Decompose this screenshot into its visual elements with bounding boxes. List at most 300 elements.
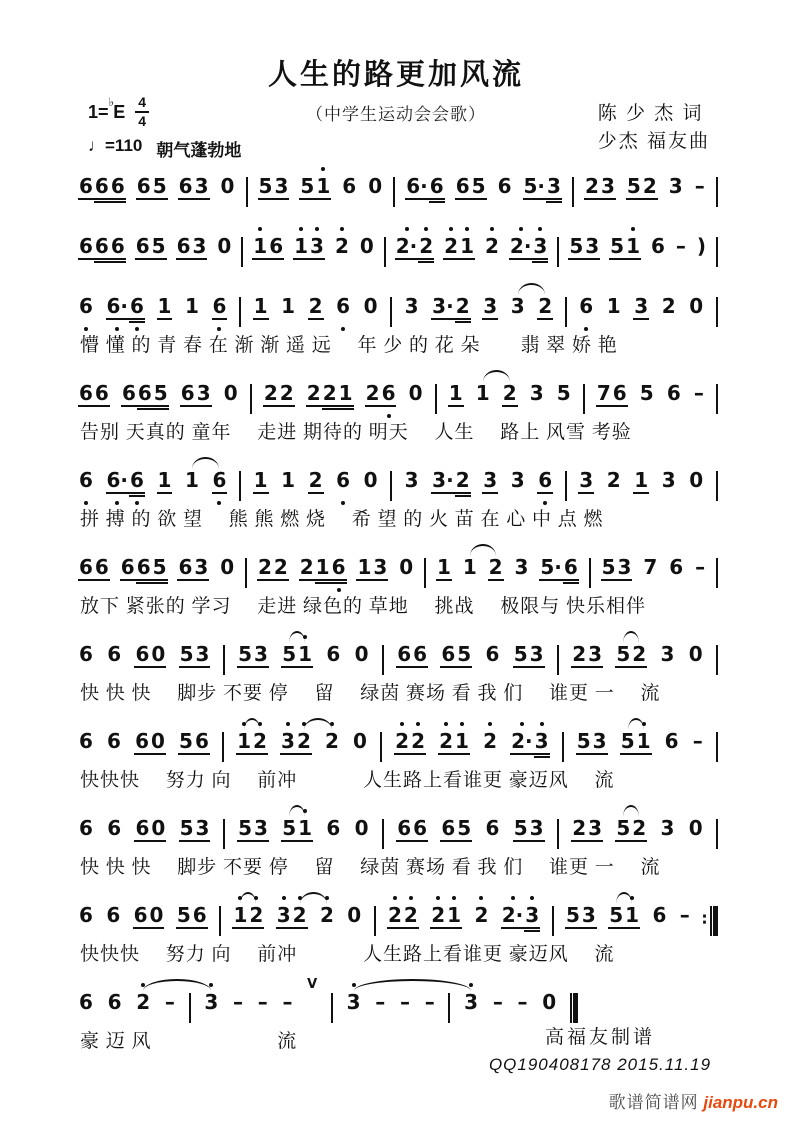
beam-group bbox=[537, 295, 553, 323]
note: 6 bbox=[110, 175, 126, 203]
beam-group bbox=[396, 817, 428, 845]
beam-group bbox=[325, 643, 341, 671]
beam-group bbox=[363, 295, 379, 323]
beam-group bbox=[513, 817, 545, 845]
slur-arc bbox=[304, 718, 332, 730]
note: 2 bbox=[661, 294, 676, 318]
beam-group bbox=[482, 469, 498, 497]
note: 0 bbox=[368, 174, 383, 198]
beam-group bbox=[121, 382, 169, 410]
beam-group bbox=[565, 904, 597, 932]
beam-group bbox=[552, 904, 554, 936]
dash: – bbox=[695, 555, 706, 579]
note: 5 bbox=[457, 816, 472, 840]
beam-group bbox=[380, 730, 382, 762]
slur-arc bbox=[300, 892, 327, 904]
note: 5 bbox=[282, 642, 297, 666]
beam-group bbox=[431, 469, 470, 497]
beam-group bbox=[692, 730, 704, 758]
beam-group bbox=[502, 382, 518, 410]
beam-group bbox=[178, 730, 210, 758]
note: 2 bbox=[252, 730, 268, 758]
beam-group bbox=[78, 382, 110, 410]
note: 5 bbox=[179, 816, 194, 840]
note: 6· bbox=[106, 469, 130, 497]
note: 1 bbox=[281, 294, 296, 318]
note: 0 bbox=[150, 729, 165, 753]
close-paren: ) bbox=[696, 234, 706, 258]
note: 3 bbox=[404, 294, 419, 318]
barline bbox=[239, 471, 241, 501]
beam-group bbox=[482, 295, 498, 323]
note: 3· bbox=[432, 294, 454, 318]
note: 6 bbox=[455, 174, 470, 198]
note: 6 bbox=[79, 816, 93, 840]
beam-group bbox=[438, 730, 470, 758]
beam-group bbox=[492, 991, 504, 1019]
dash: – bbox=[693, 381, 704, 405]
beam-group bbox=[78, 295, 94, 323]
music-line bbox=[78, 282, 718, 327]
beam-group bbox=[276, 904, 308, 932]
beam-group bbox=[78, 175, 126, 203]
slur-arc bbox=[143, 979, 211, 991]
note: 2 bbox=[632, 816, 647, 840]
barline bbox=[384, 237, 386, 267]
note: 1 bbox=[293, 235, 309, 263]
note: 6 bbox=[397, 642, 412, 666]
note: 6 bbox=[135, 234, 150, 258]
note: 2· bbox=[395, 235, 419, 263]
beam-group bbox=[325, 817, 341, 845]
watermark bbox=[609, 1088, 778, 1113]
barline bbox=[583, 384, 585, 414]
beam-group bbox=[404, 469, 420, 497]
beam-group bbox=[578, 295, 594, 323]
beam-group bbox=[189, 991, 191, 1023]
beam-group bbox=[615, 817, 647, 845]
note: 3 bbox=[274, 174, 289, 198]
beam-group bbox=[642, 556, 658, 584]
note: 2 bbox=[606, 468, 621, 492]
beam-group bbox=[633, 295, 649, 323]
note: 6 bbox=[137, 382, 153, 410]
beam-group bbox=[394, 730, 426, 758]
beam-group bbox=[510, 730, 549, 758]
beam-group bbox=[448, 991, 450, 1023]
note: 3 bbox=[660, 642, 675, 666]
note: 2 bbox=[403, 904, 419, 932]
note: 0 bbox=[347, 903, 362, 927]
note: 1 bbox=[281, 468, 296, 492]
beam-group bbox=[513, 643, 545, 671]
note: 5 bbox=[153, 382, 169, 410]
beam-group bbox=[245, 556, 247, 588]
note: 6 bbox=[212, 469, 228, 497]
beam-group bbox=[696, 235, 707, 263]
note: 6 bbox=[135, 642, 150, 666]
beam-group bbox=[405, 175, 444, 203]
lyrics-line: 告别 天真的 童年 走进 期待的 明天 人生 路上 风雪 考验 bbox=[80, 422, 632, 443]
beam-group bbox=[246, 175, 248, 207]
beam-group bbox=[482, 730, 498, 758]
beam-group bbox=[293, 235, 325, 263]
note: 6 bbox=[79, 555, 93, 579]
note: 6 bbox=[650, 234, 665, 258]
note: 1 bbox=[462, 555, 477, 579]
note: 1 bbox=[297, 817, 313, 845]
beam-group bbox=[606, 295, 622, 323]
beam-group bbox=[223, 643, 225, 675]
note: 0 bbox=[688, 816, 703, 840]
slur-arc bbox=[623, 805, 639, 817]
beam-group bbox=[716, 817, 718, 849]
note: 5 bbox=[513, 816, 528, 840]
beam-group bbox=[133, 904, 165, 932]
note: 3 bbox=[524, 904, 540, 932]
barline bbox=[716, 297, 718, 327]
note: 1 bbox=[636, 730, 652, 758]
dash: – bbox=[692, 729, 703, 753]
barline bbox=[716, 471, 718, 501]
beam-group bbox=[78, 469, 94, 497]
music-line bbox=[78, 162, 718, 207]
note: 6 bbox=[429, 175, 445, 203]
note: 6 bbox=[107, 729, 121, 753]
note: 3 bbox=[195, 642, 210, 666]
beam-group bbox=[448, 382, 464, 410]
note: 6 bbox=[136, 174, 151, 198]
barline bbox=[552, 906, 554, 936]
beam-group bbox=[393, 175, 395, 207]
note: 0 bbox=[151, 816, 166, 840]
beam-group bbox=[78, 235, 126, 263]
note: 6 bbox=[94, 235, 110, 263]
note: 6 bbox=[669, 555, 684, 579]
lyrics-line: 放下 紧张的 学习 走进 绿色的 草地 挑战 极限与 快乐相伴 bbox=[80, 596, 647, 617]
beam-group bbox=[572, 175, 574, 207]
beam-group bbox=[346, 904, 362, 932]
beam-group bbox=[134, 643, 166, 671]
music-line bbox=[78, 456, 718, 501]
beam-group bbox=[178, 175, 210, 203]
beam-group bbox=[382, 817, 384, 849]
lyrics-line: 拼 搏 的 欲 望 熊 熊 燃 烧 希 望 的 火 苗 在 心 中 点 燃 bbox=[80, 509, 604, 530]
note: 6 bbox=[78, 295, 94, 323]
lyrics-line: 豪 迈 风 流 bbox=[80, 1031, 298, 1052]
note: 2 bbox=[308, 294, 323, 318]
beam-group bbox=[485, 643, 501, 671]
beam-group bbox=[462, 556, 478, 584]
beam-group bbox=[324, 730, 340, 758]
beam-group bbox=[106, 469, 145, 497]
note: 6 bbox=[129, 469, 145, 497]
beam-group bbox=[675, 235, 687, 263]
note: 2 bbox=[443, 235, 459, 263]
beam-group bbox=[239, 295, 241, 327]
note: 1 bbox=[475, 381, 490, 405]
note: 1 bbox=[454, 730, 470, 758]
note: 6 bbox=[397, 816, 412, 840]
note: 3 bbox=[579, 468, 594, 492]
note: 3 bbox=[276, 904, 292, 932]
note: 2 bbox=[394, 730, 410, 758]
note: 5 bbox=[151, 234, 166, 258]
beam-group bbox=[258, 175, 290, 203]
note: 6 bbox=[563, 556, 579, 584]
barline bbox=[390, 297, 392, 327]
beam-group bbox=[424, 991, 436, 1019]
beam-group bbox=[702, 904, 718, 936]
barline bbox=[716, 732, 718, 762]
note: 1 bbox=[252, 235, 268, 263]
note: 2 bbox=[418, 235, 434, 263]
beam-group bbox=[399, 991, 411, 1019]
note: 6 bbox=[121, 381, 136, 405]
beam-group bbox=[78, 643, 94, 671]
note: 0 bbox=[363, 468, 378, 492]
dash: – bbox=[679, 903, 690, 927]
beam-group bbox=[390, 295, 392, 327]
beam-group bbox=[281, 817, 313, 845]
note: 2 bbox=[585, 174, 599, 198]
beam-group bbox=[716, 295, 718, 327]
note: 2 bbox=[410, 730, 426, 758]
note: 6 bbox=[413, 642, 428, 666]
note: 5 bbox=[238, 642, 253, 666]
note: 3 bbox=[194, 555, 209, 579]
beam-group bbox=[668, 175, 684, 203]
note: 0 bbox=[689, 294, 704, 318]
beam-group bbox=[135, 235, 167, 263]
beam-group bbox=[157, 469, 173, 497]
beam-group bbox=[78, 556, 110, 584]
note: 3 bbox=[195, 816, 210, 840]
beam-group bbox=[606, 469, 622, 497]
note: 6 bbox=[612, 381, 627, 405]
note: 2 bbox=[642, 174, 657, 198]
note: 5 bbox=[258, 174, 273, 198]
beam-group bbox=[237, 643, 269, 671]
beam-group bbox=[557, 817, 559, 849]
note: 2 bbox=[299, 555, 314, 579]
beam-group bbox=[716, 382, 718, 414]
expression-marking: 朝气蓬勃地 bbox=[156, 141, 242, 160]
note: 3 bbox=[617, 555, 632, 579]
note: 5 bbox=[513, 642, 528, 666]
beam-group bbox=[651, 904, 667, 932]
beam-group bbox=[609, 235, 641, 263]
beam-group bbox=[384, 235, 386, 267]
note: 3 bbox=[546, 175, 562, 203]
slur-arc bbox=[244, 718, 260, 730]
note: 3 bbox=[660, 816, 675, 840]
note: 2 bbox=[455, 295, 471, 323]
note: 3 bbox=[373, 555, 388, 579]
note: 2 bbox=[632, 642, 647, 666]
beam-group bbox=[664, 730, 680, 758]
barline bbox=[331, 993, 333, 1023]
beam-group bbox=[565, 469, 567, 501]
beam-group bbox=[354, 643, 370, 671]
beam-group bbox=[565, 295, 567, 327]
song-title: 人生的路更加风流 bbox=[267, 59, 524, 91]
watermark-site: 歌谱简谱网 bbox=[608, 1093, 699, 1112]
slur-arc bbox=[623, 631, 639, 643]
note: 6 bbox=[106, 903, 121, 927]
note: 5 bbox=[152, 556, 168, 584]
note: 2 bbox=[135, 991, 151, 1019]
note: 1 bbox=[315, 556, 331, 584]
note: 3 bbox=[194, 174, 209, 198]
note: 0 bbox=[354, 642, 369, 666]
dash: – bbox=[375, 990, 386, 1014]
beam-group bbox=[176, 904, 208, 932]
note: 2 bbox=[473, 904, 489, 932]
note: 3 bbox=[483, 468, 498, 492]
note: 6 bbox=[79, 381, 93, 405]
note: 3 bbox=[668, 174, 683, 198]
beam-group bbox=[367, 175, 383, 203]
beam-group bbox=[223, 382, 239, 410]
note: 1 bbox=[436, 555, 451, 579]
note: 6 bbox=[652, 903, 667, 927]
beam-group bbox=[219, 904, 221, 936]
note: 6 bbox=[180, 381, 195, 405]
note: 0 bbox=[399, 555, 414, 579]
beam-group bbox=[346, 991, 362, 1019]
note: 3 bbox=[534, 730, 550, 758]
beam-group bbox=[299, 175, 331, 203]
note: 5 bbox=[152, 174, 167, 198]
beam-group bbox=[716, 556, 718, 588]
note: 2 bbox=[257, 555, 272, 579]
beam-group bbox=[356, 556, 388, 584]
note: 0 bbox=[408, 381, 423, 405]
note: 5 bbox=[565, 903, 580, 927]
beam-group bbox=[306, 977, 318, 1011]
beam-group bbox=[223, 817, 225, 849]
note: 6 bbox=[79, 990, 93, 1014]
barline bbox=[239, 297, 241, 327]
beam-group bbox=[509, 235, 548, 263]
note: 0 bbox=[359, 234, 374, 258]
music-line bbox=[78, 891, 718, 936]
note: 3 bbox=[510, 468, 525, 492]
song-subtitle: （中学生运动会会歌） bbox=[306, 105, 486, 124]
note: 5· bbox=[540, 555, 562, 579]
note: 1 bbox=[634, 468, 649, 492]
note: 1 bbox=[357, 555, 372, 579]
beam-group bbox=[374, 991, 386, 1019]
lyrics-line: 快快快 努力 向 前冲 人生路上看谁更 豪迈风 流 bbox=[80, 770, 615, 791]
beam-group bbox=[430, 904, 462, 932]
beam-group bbox=[308, 469, 324, 497]
final-barline bbox=[570, 993, 578, 1023]
beam-group bbox=[517, 991, 529, 1019]
beam-group bbox=[308, 295, 324, 323]
note: 6 bbox=[441, 816, 456, 840]
beam-group bbox=[716, 730, 718, 762]
note: 2 bbox=[308, 468, 323, 492]
barline bbox=[716, 819, 718, 849]
beam-group bbox=[716, 643, 718, 675]
barline bbox=[374, 906, 376, 936]
beam-group bbox=[661, 469, 677, 497]
note: 6· bbox=[106, 295, 130, 323]
dash: – bbox=[164, 990, 175, 1014]
note: 7 bbox=[596, 381, 611, 405]
note: 1 bbox=[625, 235, 641, 263]
beam-group bbox=[523, 175, 562, 203]
barline bbox=[562, 732, 564, 762]
note: 0 bbox=[689, 468, 704, 492]
watermark-url[interactable]: jianpu.cn bbox=[703, 1093, 778, 1112]
note: 1 bbox=[448, 381, 463, 405]
beam-group bbox=[257, 556, 289, 584]
beam-group bbox=[666, 382, 682, 410]
dash: – bbox=[400, 990, 411, 1014]
beam-group bbox=[596, 382, 628, 410]
barline bbox=[716, 384, 718, 414]
note: 3 bbox=[529, 381, 544, 405]
beam-group bbox=[257, 991, 269, 1019]
barline bbox=[189, 993, 191, 1023]
metronome-mark: ♩=110 bbox=[88, 136, 143, 155]
music-line bbox=[78, 369, 718, 414]
beam-group bbox=[164, 991, 176, 1019]
note: 6 bbox=[79, 234, 93, 258]
beam-group bbox=[281, 991, 293, 1019]
dash: – bbox=[282, 990, 293, 1014]
beam-group bbox=[220, 175, 236, 203]
note: 5 bbox=[610, 234, 625, 258]
beam-group bbox=[135, 991, 151, 1019]
beam-group bbox=[688, 295, 704, 323]
slur-arc bbox=[289, 805, 305, 817]
beam-group bbox=[341, 175, 357, 203]
note: 2 bbox=[248, 904, 264, 932]
beam-group bbox=[335, 469, 351, 497]
slur-arc bbox=[192, 457, 220, 469]
beam-group bbox=[537, 469, 553, 497]
note: 6· bbox=[406, 174, 428, 198]
note: 2 bbox=[488, 555, 503, 579]
beam-group bbox=[626, 175, 658, 203]
beam-group bbox=[299, 556, 347, 584]
beam-group bbox=[660, 643, 676, 671]
note: 2 bbox=[572, 816, 587, 840]
note: 1 bbox=[232, 904, 248, 932]
note: 2 bbox=[502, 381, 517, 405]
beam-group bbox=[694, 175, 706, 203]
music-line bbox=[78, 978, 578, 1023]
barline bbox=[589, 558, 591, 588]
note: 3 bbox=[254, 642, 268, 666]
time-signature: 4 4 bbox=[135, 95, 149, 128]
note: 3 bbox=[634, 294, 649, 318]
beam-group bbox=[157, 295, 173, 323]
beam-group bbox=[615, 643, 647, 671]
barline bbox=[245, 558, 247, 588]
note: 3· bbox=[432, 468, 454, 492]
repeat-barline: ∶ bbox=[702, 904, 718, 936]
beam-group bbox=[694, 556, 706, 584]
arranger-credit: 高福友制谱 bbox=[544, 1027, 655, 1048]
key-signature bbox=[88, 95, 149, 128]
barline bbox=[250, 384, 252, 414]
note: 2 bbox=[319, 904, 335, 932]
